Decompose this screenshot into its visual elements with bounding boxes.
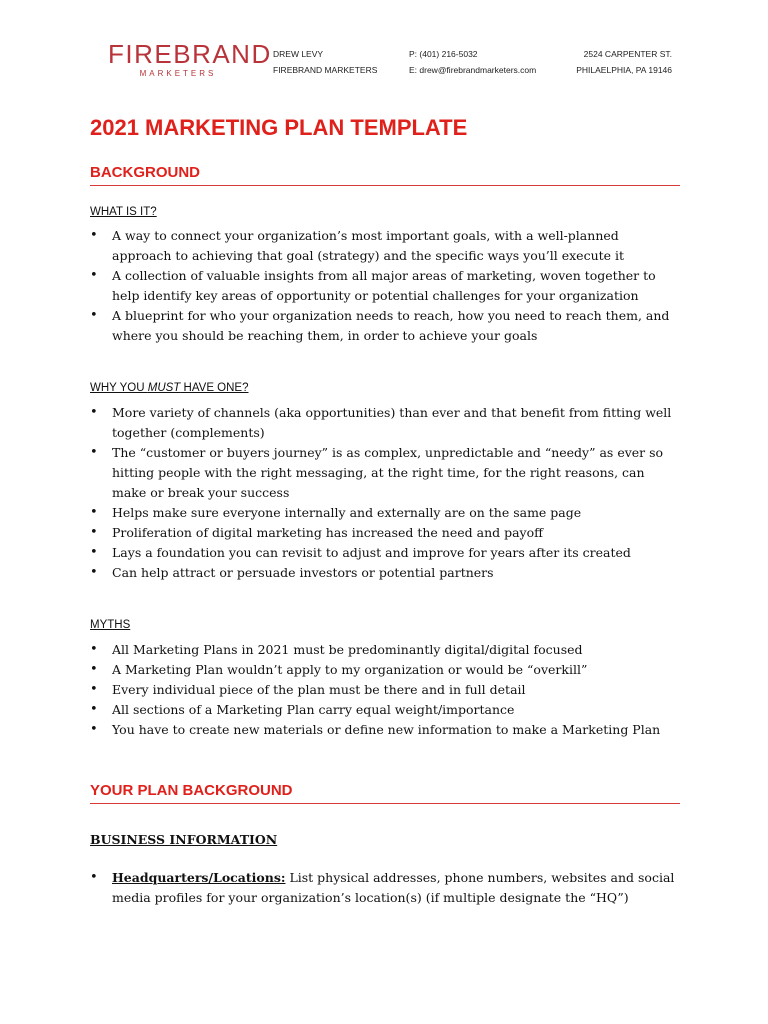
list-item: • More variety of channels (aka opportunities) than ever and that benefit from fitting well together (complements) bbox=[90, 403, 680, 443]
contact-company: FIREBRAND MARKETERS bbox=[273, 65, 378, 75]
page-title: 2021 MARKETING PLAN TEMPLATE bbox=[90, 115, 468, 140]
subheading-why-you-must bbox=[90, 380, 680, 396]
section-heading-your-plan-background: YOUR PLAN BACKGROUND bbox=[90, 781, 680, 804]
document-body bbox=[90, 110, 680, 908]
list-item: • Lays a foundation you can revisit to adjust and improve for years after its created bbox=[90, 543, 680, 563]
subheading-business-information: BUSINESS INFORMATION bbox=[90, 832, 278, 847]
contact-name: DREW LEVY bbox=[273, 49, 324, 59]
subheading-myths: MYTHS bbox=[90, 619, 131, 631]
list-what-is-it bbox=[90, 226, 680, 346]
why-heading-post: HAVE ONE? bbox=[180, 382, 249, 394]
contact-phone: P: (401) 216-5032 bbox=[409, 49, 478, 59]
contact-email: E: drew@firebrandmarketers.com bbox=[409, 65, 537, 75]
logo-subtitle: MARKETERS bbox=[139, 69, 217, 78]
firebrand-logo bbox=[108, 39, 272, 78]
list-item: • Can help attract or persuade investors or potential partners bbox=[90, 563, 680, 583]
section-heading-background: BACKGROUND bbox=[90, 163, 680, 186]
list-item: • A Marketing Plan wouldn’t apply to my organization or would be “overkill” bbox=[90, 660, 680, 680]
item-text: List physical addresses, phone numbers, websites and social media profiles for your organization’s location(s) (if multiple designate the “HQ”) bbox=[112, 870, 675, 905]
header-contact-info bbox=[409, 46, 536, 78]
header-address bbox=[572, 46, 672, 78]
header-contact-name bbox=[273, 46, 377, 78]
why-heading-emphasis: MUST bbox=[147, 382, 181, 394]
subheading-what-is-it: WHAT IS IT? bbox=[90, 206, 157, 218]
list-item: • Every individual piece of the plan must be there and in full detail bbox=[90, 680, 680, 700]
list-item: • A blueprint for who your organization needs to reach, how you need to reach them, and where you should be reaching them, in order to achieve your goals bbox=[90, 306, 680, 346]
logo-wordmark: FIREBRAND bbox=[108, 39, 272, 69]
why-heading-pre: WHY YOU bbox=[90, 382, 148, 394]
list-item: • You have to create new materials or define new information to make a Marketing Plan bbox=[90, 720, 680, 740]
list-item: • The “customer or buyers journey” is as complex, unpredictable and “needy” as ever so hitting people with the right messaging, at the right time, for the right reasons, can make or break your success bbox=[90, 443, 680, 503]
list-item: • All Marketing Plans in 2021 must be predominantly digital/digital focused bbox=[90, 640, 680, 660]
address-line-1: 2524 CARPENTER ST. bbox=[583, 49, 672, 59]
list-item: • A collection of valuable insights from all major areas of marketing, woven together to help identify key areas of opportunity or potential challenges for your organization bbox=[90, 266, 680, 306]
list-item: • All sections of a Marketing Plan carry equal weight/importance bbox=[90, 700, 680, 720]
address-line-2: PHILAELPHIA, PA 19146 bbox=[576, 65, 672, 75]
list-item: • Proliferation of digital marketing has increased the need and payoff bbox=[90, 523, 680, 543]
list-myths bbox=[90, 640, 680, 740]
list-business-information bbox=[90, 868, 680, 908]
list-item: • Helps make sure everyone internally and externally are on the same page bbox=[90, 503, 680, 523]
list-why-you-must bbox=[90, 403, 680, 583]
list-item: • A way to connect your organization’s most important goals, with a well-planned approach to achieving that goal (strategy) and the specific ways you’ll execute it bbox=[90, 226, 680, 266]
item-label: Headquarters/Locations: bbox=[112, 870, 286, 885]
list-item bbox=[90, 868, 680, 908]
